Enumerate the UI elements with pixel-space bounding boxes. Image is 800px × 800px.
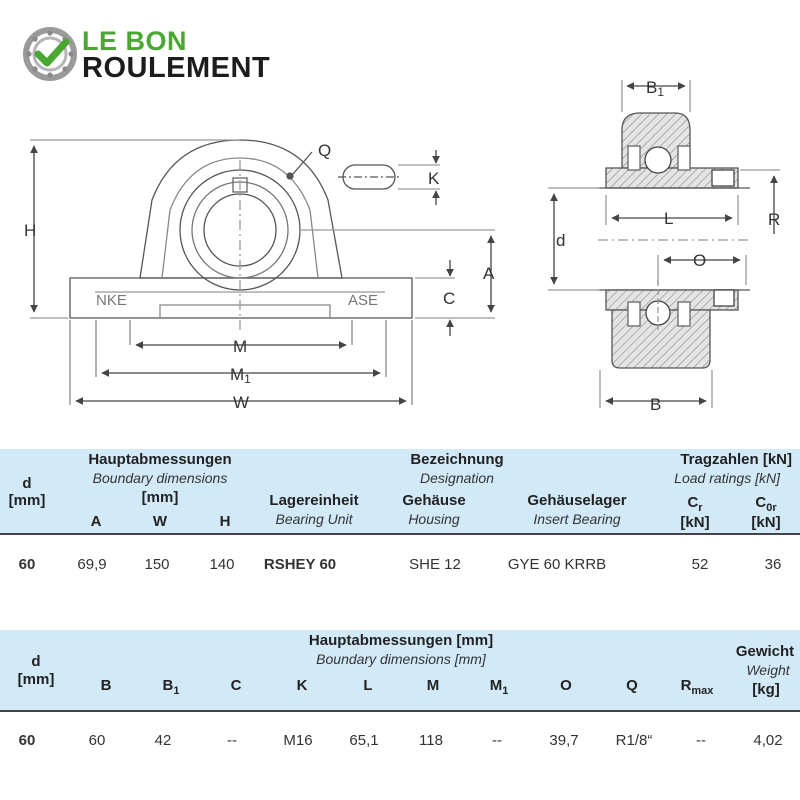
t2-row-B: 60 <box>88 732 106 749</box>
technical-drawing <box>0 78 800 430</box>
t2-row-K: M16 <box>283 732 313 749</box>
t1-housing-de: Gehäuse <box>402 492 466 509</box>
label-d: d <box>556 231 566 250</box>
t2-weight-en: Weight <box>746 662 790 678</box>
t2-row-C: -- <box>227 732 237 749</box>
label-M: M <box>233 337 248 356</box>
label-L: L <box>664 209 674 228</box>
label-O: O <box>693 251 707 270</box>
t2-col-K: K <box>296 677 308 694</box>
t1-group-en: Boundary dimensions <box>92 470 228 486</box>
label-W: W <box>233 393 250 412</box>
t1-row-C0r: 36 <box>764 556 782 573</box>
label-B: B <box>650 395 662 414</box>
t1-unit-en: Bearing Unit <box>275 511 353 527</box>
logo-line-1: LE BON <box>82 26 188 56</box>
t2-row-M: 118 <box>419 732 443 749</box>
t1-col-W: W <box>152 513 168 530</box>
t1-group-de: Hauptabmessungen <box>88 451 232 468</box>
t2-col-Q: Q <box>626 677 638 694</box>
label-R: R <box>768 210 781 229</box>
table2-rule <box>0 710 800 712</box>
t1-housing-en: Housing <box>408 511 460 527</box>
t2-row-weight: 4,02 <box>753 732 783 749</box>
t2-col-M1: $M_1$ <box>489 677 509 697</box>
t1-load-en: Load ratings [kN] <box>674 470 780 486</box>
t1-load-de: Tragzahlen [kN] <box>680 451 792 468</box>
t1-col-A: A <box>90 513 102 530</box>
side-view <box>548 80 780 408</box>
t2-d-unit: [mm] <box>17 671 55 688</box>
t2-col-M: M <box>426 677 440 694</box>
t2-row-M1: -- <box>492 732 502 749</box>
t1-row-W: 150 <box>144 556 170 573</box>
housing-mark-right: ASE <box>348 292 379 309</box>
t2-row-d: 60 <box>18 732 36 749</box>
t2-row-Rmax: -- <box>696 732 706 749</box>
t2-col-Rmax: $R_{max}$ <box>680 677 714 697</box>
t2-col-B: B <box>100 677 112 694</box>
t2-row-B1: 42 <box>154 732 172 749</box>
t1-col-H: H <box>219 513 231 530</box>
t1-d-unit: [mm] <box>8 492 46 509</box>
t1-row-H: 140 <box>209 556 235 573</box>
label-K: K <box>428 169 440 188</box>
t1-row-A: 69,9 <box>77 556 107 573</box>
bearing-check-icon <box>22 26 78 82</box>
t1-designation-en: Designation <box>420 470 494 486</box>
t2-row-L: 65,1 <box>349 732 379 749</box>
t1-unit-de: Lagereinheit <box>269 492 359 509</box>
t1-row-d: 60 <box>18 556 36 573</box>
t2-row-O: 39,7 <box>549 732 579 749</box>
t1-group-unit: [mm] <box>141 489 179 506</box>
t1-row-Cr: 52 <box>691 556 709 573</box>
t1-col-Cr-unit: [kN] <box>680 514 710 531</box>
t1-designation-de: Bezeichnung <box>410 451 504 468</box>
label-B1: B1 <box>646 78 665 99</box>
t1-col-C0r-unit: [kN] <box>751 514 781 531</box>
t1-insert-de: Gehäuselager <box>527 492 627 509</box>
front-view-labels <box>24 141 495 412</box>
t2-weight-unit: [kg] <box>752 681 780 698</box>
t2-group-de: Hauptabmessungen [mm] <box>308 632 494 649</box>
t1-row-insert: GYE 60 KRRB <box>507 556 607 573</box>
t2-col-B1: $B_1$ <box>162 677 180 697</box>
t1-col-C0r: $C_{0r}$ <box>755 494 777 514</box>
t1-col-Cr: $C_r$ <box>687 494 703 514</box>
t1-d-label: d <box>22 475 32 492</box>
t2-weight-de: Gewicht <box>735 643 795 660</box>
t2-d-label: d <box>31 653 41 670</box>
table1-rule <box>0 533 800 535</box>
t2-row-Q: R1/8“ <box>615 732 653 749</box>
label-M1: M1 <box>230 365 251 386</box>
t1-insert-en: Insert Bearing <box>533 511 621 527</box>
t2-col-O: O <box>560 677 572 694</box>
brand-logo <box>22 26 302 86</box>
t1-row-housing: SHE 12 <box>409 556 461 573</box>
t2-col-L: L <box>363 677 373 694</box>
front-view <box>30 140 495 405</box>
housing-mark-left: NKE <box>96 292 127 309</box>
t2-group-en: Boundary dimensions [mm] <box>316 651 486 667</box>
label-H: H <box>24 221 37 240</box>
label-A: A <box>483 264 495 283</box>
t1-row-unit: RSHEY 60 <box>263 556 337 573</box>
label-Q: Q <box>318 141 332 160</box>
label-C: C <box>443 289 456 308</box>
t2-col-C: C <box>230 677 242 694</box>
logo-line-2: ROULEMENT <box>82 52 271 84</box>
